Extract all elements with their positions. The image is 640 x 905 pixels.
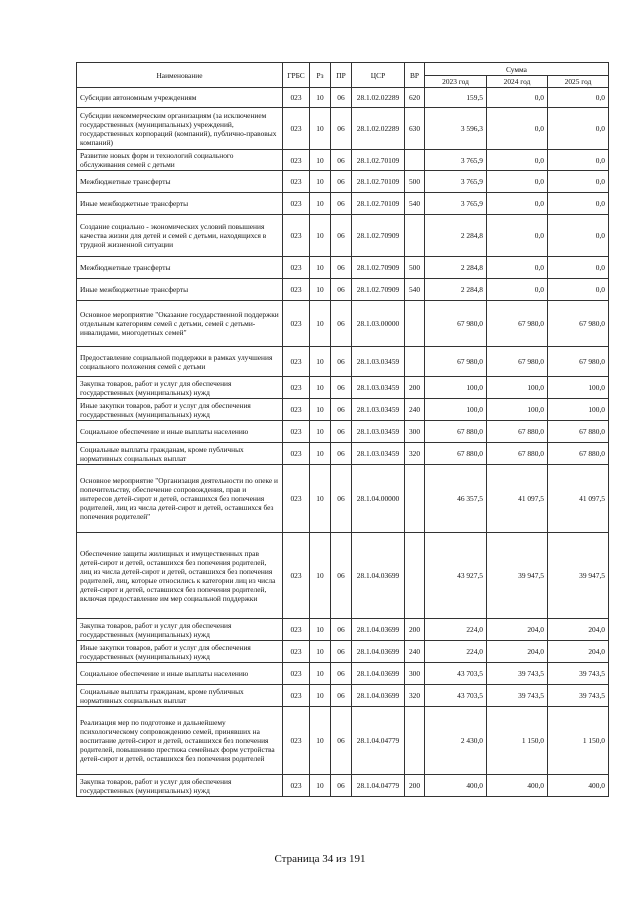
- row-sum-2024: 100,0: [487, 377, 548, 399]
- row-sum-2024: 100,0: [487, 399, 548, 421]
- row-sum-2025: 67 980,0: [548, 301, 609, 347]
- row-sum-2024: 0,0: [487, 257, 548, 279]
- row-sum-2025: 67 880,0: [548, 421, 609, 443]
- row-name: Создание социально - экономических условий повышения качества жизни для детей и семей с детьми, находящихся в трудной жизненной ситуации: [77, 215, 283, 257]
- row-sum-2024: 204,0: [487, 641, 548, 663]
- row-csr: 28.1.02.70109: [352, 150, 405, 171]
- row-name: Основное мероприятие "Оказание государственной поддержки отдельным категориям семей с детьми, семей с детьми-инвалидами, многодетных семей": [77, 301, 283, 347]
- row-name: Основное мероприятие "Организация деятельности по опеке и попечительству, обеспечение сопровождения, прав и интересов детей-сирот и детей, оставшихся без попечения родителей, лиц из числа детей-сирот и детей, оставшихся без попечения родителей": [77, 465, 283, 533]
- row-grbs: 023: [283, 775, 310, 797]
- row-sum-2025: 100,0: [548, 399, 609, 421]
- row-sum-2025: 0,0: [548, 108, 609, 150]
- row-sum-2024: 0,0: [487, 171, 548, 193]
- row-sum-2024: 0,0: [487, 215, 548, 257]
- budget-table: [76, 62, 609, 797]
- row-sum-2023: 43 703,5: [425, 663, 487, 685]
- table-body: [77, 88, 609, 797]
- row-vr: [405, 465, 425, 533]
- row-sum-2024: 0,0: [487, 150, 548, 171]
- row-sum-2023: 3 765,9: [425, 193, 487, 215]
- table-row: [77, 279, 609, 301]
- row-sum-2023: 224,0: [425, 641, 487, 663]
- row-grbs: 023: [283, 193, 310, 215]
- row-name: Социальное обеспечение и иные выплаты населению: [77, 421, 283, 443]
- row-sum-2024: 39 743,5: [487, 685, 548, 707]
- row-csr: 28.1.02.70909: [352, 257, 405, 279]
- row-sum-2025: 400,0: [548, 775, 609, 797]
- row-sum-2023: 100,0: [425, 399, 487, 421]
- row-name: Межбюджетные трансферты: [77, 171, 283, 193]
- table-row: [77, 150, 609, 171]
- table-row: [77, 215, 609, 257]
- row-pr: 06: [331, 685, 352, 707]
- table-row: [77, 347, 609, 377]
- row-pr: 06: [331, 443, 352, 465]
- row-vr: 200: [405, 775, 425, 797]
- row-name: Иные закупки товаров, работ и услуг для обеспечения государственных (муниципальных) нужд: [77, 641, 283, 663]
- row-csr: 28.1.03.03459: [352, 399, 405, 421]
- table-row: [77, 465, 609, 533]
- row-sum-2023: 2 284,8: [425, 279, 487, 301]
- row-vr: 500: [405, 171, 425, 193]
- row-grbs: 023: [283, 619, 310, 641]
- row-sum-2025: 39 743,5: [548, 663, 609, 685]
- row-vr: 240: [405, 641, 425, 663]
- row-grbs: 023: [283, 88, 310, 108]
- row-sum-2024: 400,0: [487, 775, 548, 797]
- row-sum-2024: 41 097,5: [487, 465, 548, 533]
- table-row: [77, 685, 609, 707]
- row-pr: 06: [331, 215, 352, 257]
- row-grbs: 023: [283, 443, 310, 465]
- row-csr: 28.1.02.70109: [352, 193, 405, 215]
- row-rz: 10: [310, 108, 331, 150]
- row-csr: 28.1.04.03699: [352, 619, 405, 641]
- row-sum-2023: 2 284,8: [425, 215, 487, 257]
- row-sum-2024: 67 880,0: [487, 421, 548, 443]
- row-grbs: 023: [283, 377, 310, 399]
- row-sum-2025: 0,0: [548, 150, 609, 171]
- row-rz: 10: [310, 377, 331, 399]
- row-vr: 320: [405, 685, 425, 707]
- row-csr: 28.1.03.03459: [352, 347, 405, 377]
- row-sum-2025: 0,0: [548, 88, 609, 108]
- row-pr: 06: [331, 108, 352, 150]
- row-sum-2023: 224,0: [425, 619, 487, 641]
- table-row: [77, 421, 609, 443]
- row-csr: 28.1.02.70109: [352, 171, 405, 193]
- row-sum-2023: 2 284,8: [425, 257, 487, 279]
- table-row: [77, 619, 609, 641]
- row-pr: 06: [331, 301, 352, 347]
- row-name: Социальные выплаты гражданам, кроме публичных нормативных социальных выплат: [77, 685, 283, 707]
- row-name: Предоставление социальной поддержки в рамках улучшения социального положения семей с детьми: [77, 347, 283, 377]
- table-row: [77, 193, 609, 215]
- row-vr: 200: [405, 619, 425, 641]
- table-row: [77, 399, 609, 421]
- row-vr: [405, 533, 425, 619]
- row-sum-2023: 43 703,5: [425, 685, 487, 707]
- table-row: [77, 443, 609, 465]
- row-grbs: 023: [283, 257, 310, 279]
- table-row: [77, 641, 609, 663]
- row-sum-2023: 43 927,5: [425, 533, 487, 619]
- table-row: [77, 88, 609, 108]
- row-sum-2024: 204,0: [487, 619, 548, 641]
- row-vr: 540: [405, 279, 425, 301]
- row-vr: [405, 215, 425, 257]
- row-csr: 28.1.04.00000: [352, 465, 405, 533]
- row-grbs: 023: [283, 533, 310, 619]
- row-sum-2025: 0,0: [548, 215, 609, 257]
- row-sum-2025: 204,0: [548, 619, 609, 641]
- row-name: Закупка товаров, работ и услуг для обеспечения государственных (муниципальных) нужд: [77, 377, 283, 399]
- row-csr: 28.1.02.02289: [352, 108, 405, 150]
- row-grbs: 023: [283, 171, 310, 193]
- row-rz: 10: [310, 257, 331, 279]
- row-pr: 06: [331, 421, 352, 443]
- table-row: [77, 775, 609, 797]
- row-sum-2025: 41 097,5: [548, 465, 609, 533]
- row-sum-2024: 0,0: [487, 193, 548, 215]
- row-csr: 28.1.02.70909: [352, 279, 405, 301]
- row-name: Закупка товаров, работ и услуг для обеспечения государственных (муниципальных) нужд: [77, 619, 283, 641]
- row-grbs: 023: [283, 347, 310, 377]
- row-rz: 10: [310, 171, 331, 193]
- row-vr: 200: [405, 377, 425, 399]
- row-grbs: 023: [283, 707, 310, 775]
- row-rz: 10: [310, 399, 331, 421]
- row-rz: 10: [310, 150, 331, 171]
- row-vr: 300: [405, 663, 425, 685]
- row-rz: 10: [310, 193, 331, 215]
- row-sum-2024: 67 980,0: [487, 347, 548, 377]
- header-year-2023: 2023 год: [425, 76, 487, 88]
- row-grbs: 023: [283, 108, 310, 150]
- row-vr: [405, 301, 425, 347]
- row-rz: 10: [310, 619, 331, 641]
- row-rz: 10: [310, 663, 331, 685]
- row-sum-2025: 67 980,0: [548, 347, 609, 377]
- row-vr: 240: [405, 399, 425, 421]
- row-pr: 06: [331, 150, 352, 171]
- row-sum-2023: 3 596,3: [425, 108, 487, 150]
- row-sum-2023: 67 880,0: [425, 421, 487, 443]
- row-vr: [405, 707, 425, 775]
- row-sum-2025: 39 947,5: [548, 533, 609, 619]
- row-csr: 28.1.03.03459: [352, 377, 405, 399]
- row-sum-2024: 0,0: [487, 88, 548, 108]
- row-sum-2023: 159,5: [425, 88, 487, 108]
- row-grbs: 023: [283, 641, 310, 663]
- row-sum-2025: 100,0: [548, 377, 609, 399]
- row-csr: 28.1.04.03699: [352, 663, 405, 685]
- row-name: Иные закупки товаров, работ и услуг для обеспечения государственных (муниципальных) нужд: [77, 399, 283, 421]
- row-name: Субсидии автономным учреждениям: [77, 88, 283, 108]
- row-pr: 06: [331, 377, 352, 399]
- row-vr: 500: [405, 257, 425, 279]
- row-sum-2023: 67 980,0: [425, 301, 487, 347]
- row-sum-2023: 67 980,0: [425, 347, 487, 377]
- row-name: Субсидии некоммерческим организациям (за исключением государственных (муниципальных) учреждений, государственных корпораций (компаний), публично-правовых компаний): [77, 108, 283, 150]
- table-row: [77, 533, 609, 619]
- row-rz: 10: [310, 685, 331, 707]
- row-rz: 10: [310, 465, 331, 533]
- row-grbs: 023: [283, 215, 310, 257]
- row-name: Реализация мер по подготовке и дальнейшему психологическому сопровождению семей, принявших на воспитание детей-сирот и детей, оставшихся без попечения родителей, повышению престижа семейных форм устройства детей-сирот и детей, оставшихся без попечения родителей: [77, 707, 283, 775]
- row-csr: 28.1.04.03699: [352, 641, 405, 663]
- row-pr: 06: [331, 171, 352, 193]
- row-pr: 06: [331, 347, 352, 377]
- row-csr: 28.1.03.03459: [352, 421, 405, 443]
- row-rz: 10: [310, 775, 331, 797]
- row-sum-2025: 0,0: [548, 171, 609, 193]
- row-pr: 06: [331, 399, 352, 421]
- row-grbs: 023: [283, 685, 310, 707]
- header-year-2024: 2024 год: [487, 76, 548, 88]
- row-sum-2023: 67 880,0: [425, 443, 487, 465]
- row-sum-2024: 67 980,0: [487, 301, 548, 347]
- row-sum-2023: 3 765,9: [425, 150, 487, 171]
- row-csr: 28.1.04.04779: [352, 775, 405, 797]
- row-rz: 10: [310, 88, 331, 108]
- row-pr: 06: [331, 533, 352, 619]
- row-vr: [405, 347, 425, 377]
- row-sum-2023: 100,0: [425, 377, 487, 399]
- row-sum-2024: 39 947,5: [487, 533, 548, 619]
- header-grbs: ГРБС: [283, 63, 310, 88]
- row-rz: 10: [310, 443, 331, 465]
- row-sum-2025: 0,0: [548, 193, 609, 215]
- row-csr: 28.1.02.02289: [352, 88, 405, 108]
- row-sum-2025: 0,0: [548, 279, 609, 301]
- row-sum-2025: 39 743,5: [548, 685, 609, 707]
- table-row: [77, 257, 609, 279]
- row-name: Закупка товаров, работ и услуг для обеспечения государственных (муниципальных) нужд: [77, 775, 283, 797]
- row-sum-2024: 0,0: [487, 108, 548, 150]
- row-rz: 10: [310, 301, 331, 347]
- row-csr: 28.1.03.03459: [352, 443, 405, 465]
- row-sum-2023: 400,0: [425, 775, 487, 797]
- row-pr: 06: [331, 663, 352, 685]
- header-name: Наименование: [77, 63, 283, 88]
- row-grbs: 023: [283, 421, 310, 443]
- row-rz: 10: [310, 641, 331, 663]
- row-name: Развитие новых форм и технологий социального обслуживания семей с детьми: [77, 150, 283, 171]
- table-row: [77, 301, 609, 347]
- header-sum: Сумма: [425, 63, 609, 76]
- row-pr: 06: [331, 707, 352, 775]
- table-row: [77, 171, 609, 193]
- row-rz: 10: [310, 347, 331, 377]
- row-vr: 620: [405, 88, 425, 108]
- row-sum-2025: 0,0: [548, 257, 609, 279]
- header-pr: ПР: [331, 63, 352, 88]
- row-pr: 06: [331, 465, 352, 533]
- row-pr: 06: [331, 775, 352, 797]
- row-grbs: 023: [283, 301, 310, 347]
- row-pr: 06: [331, 257, 352, 279]
- row-pr: 06: [331, 619, 352, 641]
- row-sum-2024: 0,0: [487, 279, 548, 301]
- row-sum-2025: 204,0: [548, 641, 609, 663]
- row-sum-2023: 3 765,9: [425, 171, 487, 193]
- row-csr: 28.1.04.04779: [352, 707, 405, 775]
- row-name: Иные межбюджетные трансферты: [77, 193, 283, 215]
- header-year-2025: 2025 год: [548, 76, 609, 88]
- row-csr: 28.1.02.70909: [352, 215, 405, 257]
- row-grbs: 023: [283, 465, 310, 533]
- row-sum-2023: 2 430,0: [425, 707, 487, 775]
- row-name: Обеспечение защиты жилищных и имущественных прав детей-сирот и детей, оставшихся без попечения родителей, лиц из числа детей-сирот и детей, оставшихся без попечения родителей, лиц, которые относились к категории лиц из числа детей-сирот и детей, оставшихся без попечения родителей, включая предоставление им мер социальной поддержки: [77, 533, 283, 619]
- row-sum-2024: 1 150,0: [487, 707, 548, 775]
- row-rz: 10: [310, 279, 331, 301]
- row-grbs: 023: [283, 663, 310, 685]
- row-pr: 06: [331, 279, 352, 301]
- table-row: [77, 663, 609, 685]
- page-number: Страница 34 из 191: [274, 853, 366, 865]
- row-pr: 06: [331, 88, 352, 108]
- header-vr: ВР: [405, 63, 425, 88]
- row-grbs: 023: [283, 279, 310, 301]
- row-name: Социальные выплаты гражданам, кроме публичных нормативных социальных выплат: [77, 443, 283, 465]
- row-vr: 320: [405, 443, 425, 465]
- row-rz: 10: [310, 707, 331, 775]
- row-grbs: 023: [283, 150, 310, 171]
- row-pr: 06: [331, 193, 352, 215]
- row-rz: 10: [310, 533, 331, 619]
- row-name: Социальное обеспечение и иные выплаты населению: [77, 663, 283, 685]
- row-sum-2023: 46 357,5: [425, 465, 487, 533]
- row-vr: [405, 150, 425, 171]
- row-vr: 300: [405, 421, 425, 443]
- row-name: Иные межбюджетные трансферты: [77, 279, 283, 301]
- row-sum-2024: 39 743,5: [487, 663, 548, 685]
- row-sum-2025: 1 150,0: [548, 707, 609, 775]
- row-csr: 28.1.04.03699: [352, 685, 405, 707]
- row-csr: 28.1.03.00000: [352, 301, 405, 347]
- header-rz: Рз: [310, 63, 331, 88]
- row-vr: 630: [405, 108, 425, 150]
- row-rz: 10: [310, 421, 331, 443]
- row-pr: 06: [331, 641, 352, 663]
- table-row: [77, 108, 609, 150]
- row-csr: 28.1.04.03699: [352, 533, 405, 619]
- header-csr: ЦСР: [352, 63, 405, 88]
- row-vr: 540: [405, 193, 425, 215]
- row-sum-2024: 67 880,0: [487, 443, 548, 465]
- row-rz: 10: [310, 215, 331, 257]
- row-sum-2025: 67 880,0: [548, 443, 609, 465]
- row-name: Межбюджетные трансферты: [77, 257, 283, 279]
- row-grbs: 023: [283, 399, 310, 421]
- table-row: [77, 707, 609, 775]
- table-row: [77, 377, 609, 399]
